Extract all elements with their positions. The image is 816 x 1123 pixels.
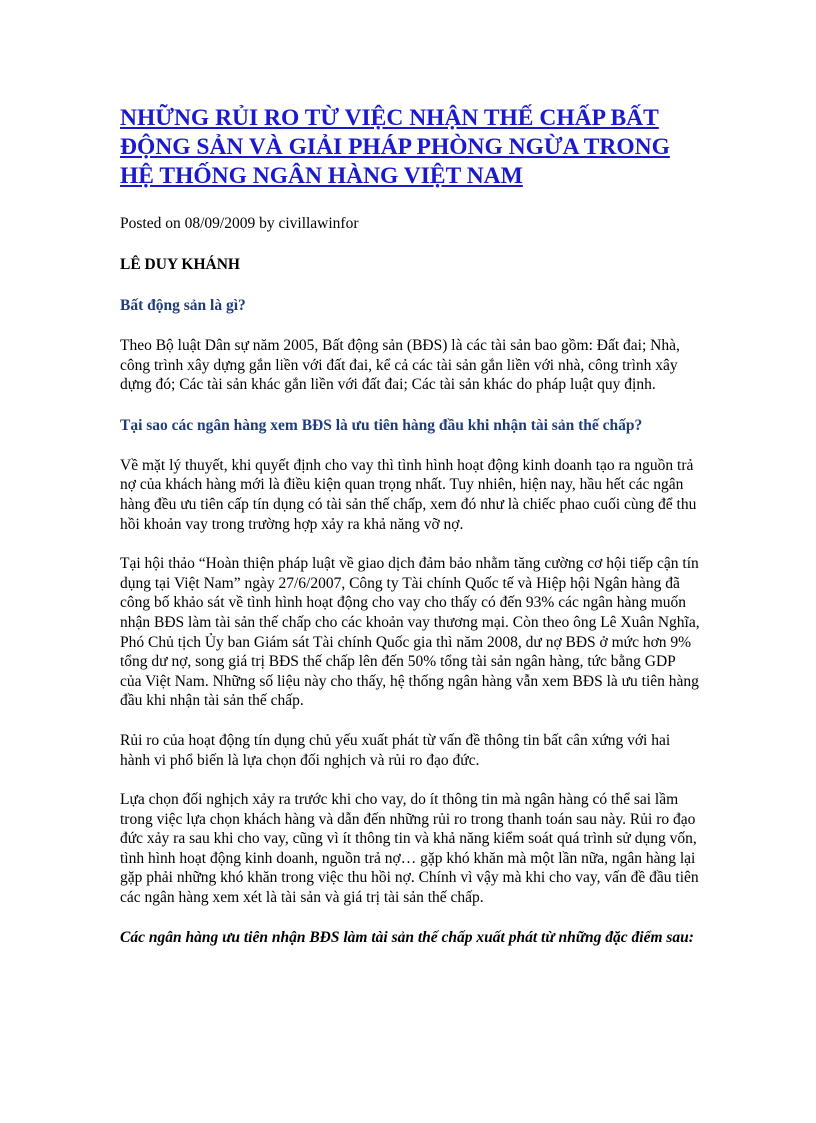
paragraph-credit-risk: Rủi ro của hoạt động tín dụng chủ yếu xuất phát từ vấn đề thông tin bất cân xứng với hai hành vi phổ biến là lựa chọn đối nghịch và rủi ro đạo đức. xyxy=(120,731,671,769)
paragraph-survey: Tại hội thảo “Hoàn thiện pháp luật về giao dịch đảm bảo nhằm tăng cường cơ hội tiếp cận tín dụng tại Việt Nam” ngày 27/6/2007, Công ty Tài chính Quốc tế và Hiệp hội Ngân hàng đã công bố khảo sát về tình hình hoạt động cho vay cho thấy có đến 93% các ngân hàng muốn nhận BĐS làm tài sản thế chấp cho các khoản vay thương mại. Còn theo ông Lê Xuân Nghĩa, Phó Chủ tịch Ủy ban Giám sát Tài chính Quốc gia thì năm 2008, dư nợ BĐS ở mức hơn 9% tổng dư nợ, song giá trị BĐS thế chấp lên đến 50% tổng tài sản ngân hàng, tức bằng GDP của Việt Nam. Những số liệu này cho thấy, hệ thống ngân hàng vẫn xem BĐS là ưu tiên hàng đầu khi nhận tài sản thế chấp. xyxy=(120,555,700,710)
paragraph-definition: Theo Bộ luật Dân sự năm 2005, Bất động sản (BĐS) là các tài sản bao gồm: Đất đai; Nhà, công trình xây dựng gắn liền với đất đai, kể cả các tài sản gắn liền với nhà, công trình xây dựng đó; Các tài sản khác gắn liền với đất đai; Các tài sản khác do pháp luật quy định. xyxy=(120,337,680,394)
italic-subheading-characteristics: Các ngân hàng ưu tiên nhận BĐS làm tài sản thế chấp xuất phát từ những đặc điểm sau: xyxy=(120,928,694,946)
article-title-link[interactable]: NHỮNG RỦI RO TỪ VIỆC NHẬN THẾ CHẤP BẤT ĐỘNG SẢN VÀ GIẢI PHÁP PHÒNG NGỪA TRONG HỆ THỐNG NGÂN HÀNG VIỆT NAM xyxy=(120,105,670,189)
paragraph-adverse-selection: Lựa chọn đối nghịch xảy ra trước khi cho vay, do ít thông tin mà ngân hàng có thể sai lầm trong việc lựa chọn khách hàng và dẫn đến những rủi ro trong thanh toán sau này. Rủi ro đạo đức xảy ra sau khi cho vay, cũng vì ít thông tin và khả năng kiểm soát quá trình sử dụng vốn, tình hình hoạt động kinh doanh, nguồn trả nợ… gặp khó khăn mà một lần nữa, ngân hàng lại gặp phải những khó khăn trong việc thu hồi nợ. Chính vì vậy mà khi cho vay, vấn đề đầu tiên các ngân hàng xem xét là tài sản và giá trị tài sản thế chấp. xyxy=(120,791,699,907)
paragraph-theory: Về mặt lý thuyết, khi quyết định cho vay thì tình hình hoạt động kinh doanh tạo ra nguồn trả nợ của khách hàng mới là điều kiện quan trọng nhất. Tuy nhiên, hiện nay, hầu hết các ngân hàng đều ưu tiên cấp tín dụng có tài sản thế chấp, xem đó như là chiếc phao cuối cùng để thu hồi khoản vay trong trường hợp xảy ra khả năng vỡ nợ. xyxy=(120,456,697,533)
post-meta: Posted on 08/09/2009 by civillawinfor xyxy=(120,215,359,232)
section-heading-why-banks-prefer: Tại sao các ngân hàng xem BĐS là ưu tiên hàng đầu khi nhận tài sản thế chấp? xyxy=(120,416,643,434)
author-name: LÊ DUY KHÁNH xyxy=(120,256,240,273)
section-heading-what-is-real-estate: Bất động sản là gì? xyxy=(120,297,246,314)
document-page xyxy=(120,104,700,947)
